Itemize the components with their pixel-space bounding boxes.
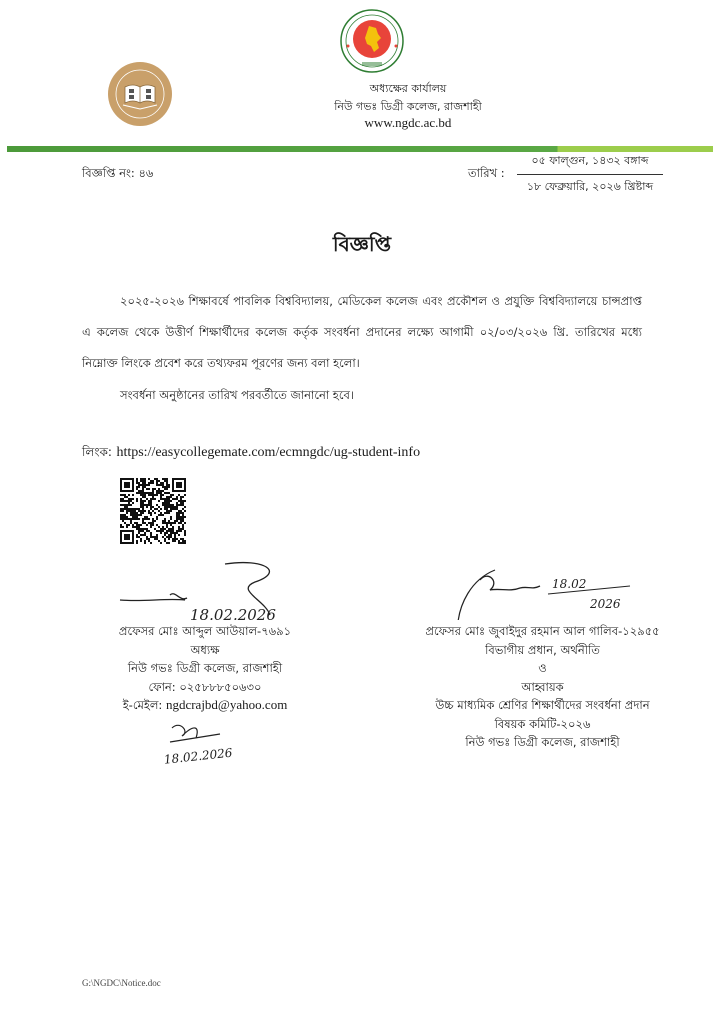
principal-designation: অধ্যক্ষ [190, 642, 220, 657]
principal-signature-block [90, 622, 320, 715]
date-label: তারিখ : [468, 166, 505, 180]
convener-institution: নিউ গভঃ ডিগ্রী কলেজ, রাজশাহী [465, 735, 620, 749]
notice-paragraph-2: সংবর্ধনা অনুষ্ঠানের তারিখ পরবর্তীতে জানানো হবে। [120, 388, 354, 402]
principal-phone: ফোন: ০২৫৮৮৮৫০৬৩০ [148, 679, 262, 694]
office-title: অধ্যক্ষের কার্যালয় [369, 82, 447, 95]
file-path: G:\NGDC\Notice.doc [82, 978, 161, 988]
svg-text:18.02: 18.02 [552, 577, 587, 591]
committee-line-2: বিষয়ক কমিটি-২০২৬ [494, 716, 591, 731]
bangladesh-government-seal-icon [336, 8, 408, 74]
convener-designation: বিভাগীয় প্রধান, অর্থনীতি [485, 642, 600, 657]
principal-institution: নিউ গভঃ ডিগ্রী কলেজ, রাজশাহী [127, 661, 283, 675]
convener-signature-block [395, 622, 690, 752]
principal-name: প্রফেসর মোঃ আব্দুল আউয়াল-৭৬৯১ [118, 624, 292, 638]
principal-email: ই-মেইল: ngdcrajbd@yahoo.com [122, 697, 288, 712]
convener-name: প্রফেসর মোঃ জুবাইদুর রহমান আল গালিব-১২৯৫৫ [425, 624, 660, 638]
convener-signature-icon [440, 560, 640, 620]
svg-text:2026: 2026 [590, 597, 621, 611]
date-bangla: ০৫ ফাল্গুন, ১৪৩২ বঙ্গাব্দ [517, 152, 663, 175]
registration-link[interactable]: https://easycollegemate.com/ecmngdc/ug-student-info [116, 445, 421, 460]
email-link[interactable]: ngdcrajbd@yahoo.com [165, 697, 288, 712]
website-link[interactable]: www.ngdc.ac.bd [364, 115, 452, 130]
committee-line-1: উচ্চ মাধ্যমিক শ্রেণির শিক্ষার্থীদের সংবর্ধনা প্রদান [435, 698, 650, 712]
stamp-signature-icon [160, 718, 240, 768]
link-label: লিংক: [82, 445, 112, 459]
notice-paragraph: ২০২৫-২০২৬ শিক্ষাবর্ষে পাবলিক বিশ্ববিদ্যালয়, মেডিকেল কলেজ এবং প্রকৌশল ও প্রযুক্তি বিশ্ববিদ্যালয়ে চান্সপ্রাপ্ত এ কলেজ থেকে উত্তীর্ণ শিক্ষার্থীদের কলেজ কর্তৃক সংবর্ধনা প্রদানের লক্ষ্যে আগামী ০২/০৩/২০২৬ খ্রি. তারিখের মধ্যে নিম্নোক্ত লিংকে প্রবেশ করে তথ্যফরম পূরণের জন্য বলা হলো। [82, 294, 642, 370]
date-gregorian: ১৮ ফেব্রুয়ারি, ২০২৬ খ্রিষ্টাব্দ [526, 180, 654, 193]
notice-title: বিজ্ঞপ্তি [332, 232, 392, 256]
principal-signature-icon [115, 560, 305, 628]
link-row [82, 444, 420, 464]
college-name: নিউ গভঃ ডিগ্রী কলেজ, রাজশাহী [334, 100, 482, 113]
stamp-date: 18.02.2026 [163, 745, 234, 767]
qr-code-icon[interactable] [120, 478, 186, 544]
date-block [517, 152, 663, 197]
memo-number: বিজ্ঞপ্তি নং: ৪৬ [82, 166, 154, 180]
conjunction: ও [538, 661, 547, 675]
convener-role: আহ্বায়ক [521, 679, 564, 694]
principal-signature-date: 18.02.2026 [190, 606, 276, 624]
